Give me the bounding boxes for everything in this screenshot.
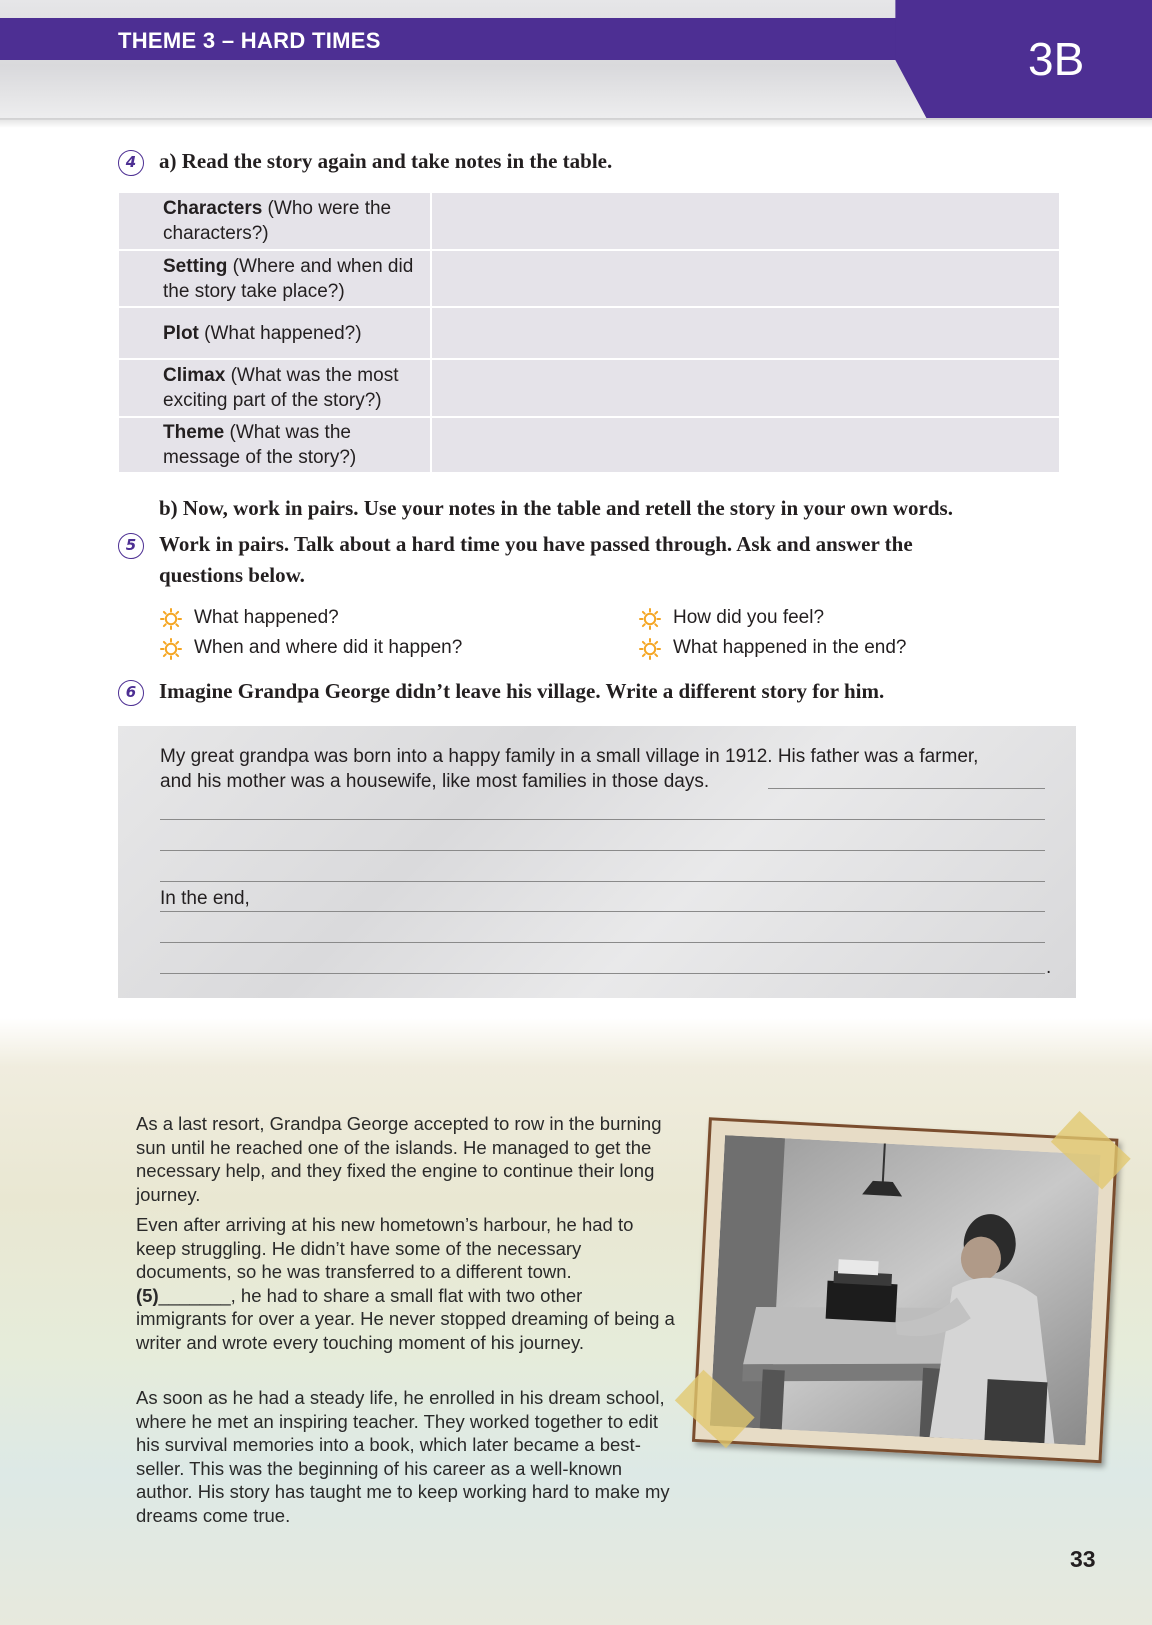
question-bullet <box>194 637 462 659</box>
question-text: How did you feel? <box>673 607 825 628</box>
exercise-5-instruction-line2: questions below. <box>159 563 305 587</box>
exercise-4b-instruction: b) Now, work in pairs. Use your notes in the table and retell the story in your own words. <box>159 496 953 520</box>
notes-cell-climax[interactable] <box>431 359 1059 417</box>
writing-line[interactable] <box>160 942 1045 943</box>
exercise-number-4: 4 <box>118 150 144 176</box>
question-bullet <box>673 607 824 629</box>
sun-icon <box>160 608 182 630</box>
sun-icon <box>639 608 661 630</box>
exercise-number-6: 6 <box>118 680 144 706</box>
writing-line[interactable] <box>768 788 1045 789</box>
page-number: 33 <box>1070 1546 1096 1572</box>
question-bullet <box>194 607 339 629</box>
table-row <box>119 193 1059 250</box>
theme-title: THEME 3 – HARD TIMES <box>118 28 381 53</box>
writing-line[interactable] <box>160 819 1045 820</box>
lesson-code: 3B <box>1028 33 1085 85</box>
writing-line[interactable] <box>160 911 1045 912</box>
writing-line[interactable] <box>160 973 1045 974</box>
photo-frame <box>692 1117 1118 1463</box>
exercise-4a-instruction: a) Read the story again and take notes in the table. <box>159 149 613 173</box>
notes-cell-setting[interactable] <box>431 250 1059 307</box>
question-bullet <box>673 637 906 659</box>
final-period: . <box>1046 957 1052 978</box>
exercise-5-instruction-line1: Work in pairs. Talk about a hard time you have passed through. Ask and answer the <box>159 532 913 556</box>
table-row-label: Plot (What happened?) <box>119 307 431 359</box>
question-text: When and where did it happen? <box>194 637 463 658</box>
table-row-label: Climax (What was the most exciting part of the story?) <box>119 359 431 417</box>
sun-icon <box>160 638 182 660</box>
exercise-6-instruction: Imagine Grandpa George didn’t leave his village. Write a different story for him. <box>159 679 885 703</box>
header-shadow <box>0 118 1152 128</box>
question-text: What happened in the end? <box>673 637 907 658</box>
writing-line[interactable] <box>160 850 1045 851</box>
table-row <box>119 250 1059 307</box>
vintage-photo <box>692 1117 1129 1471</box>
table-row-label: Setting (Where and when did the story take place?) <box>119 250 431 307</box>
notes-cell-theme[interactable] <box>431 417 1059 473</box>
question-text: What happened? <box>194 607 339 628</box>
table-row-label: Theme (What was the message of the story?) <box>119 417 431 473</box>
story-starter-line1: My great grandpa was born into a happy family in a small village in 1912. His father was a farmer, <box>160 746 979 767</box>
ending-starter: In the end, <box>160 888 250 909</box>
exercise-number-5: 5 <box>118 533 144 559</box>
story-starter-line2: and his mother was a housewife, like most families in those days. <box>160 771 710 792</box>
story-paragraph-3: As soon as he had a steady life, he enrolled in his dream school, where he met an inspiring teacher. They worked together to edit his survival memories into a book, which later became a best-seller. This was the beginning of his career as a well-known author. His story has taught me to keep working hard to make my dreams come true. <box>136 1387 670 1526</box>
notes-cell-characters[interactable] <box>431 193 1059 250</box>
sun-icon <box>639 638 661 660</box>
table-row-label: Characters (Who were the characters?) <box>119 193 431 250</box>
gap-label: (5) <box>136 1284 159 1306</box>
table-row <box>119 307 1059 359</box>
story-paragraph-1: As a last resort, Grandpa George accepted to row in the burning sun until he reached one of the islands. He managed to get the necessary help, and they fixed the engine to continue their long journey. <box>136 1113 662 1205</box>
table-row <box>119 359 1059 417</box>
notes-table <box>119 193 1059 474</box>
table-row <box>119 417 1059 473</box>
writer-at-typewriter-photo <box>710 1135 1101 1445</box>
notes-cell-plot[interactable] <box>431 307 1059 359</box>
story-paragraph-2: Even after arriving at his new hometown’s harbour, he had to keep struggling. He didn’t have some of the necessary documents, so he was transferred to a different town. (5)_______, he had to share a small flat with two other immigrants for over a year. He never stopped dreaming of being a writer and wrote every touching moment of his journey. <box>136 1214 675 1353</box>
gap-blank[interactable]: _______ <box>158 1284 231 1306</box>
writing-line[interactable] <box>160 881 1045 882</box>
